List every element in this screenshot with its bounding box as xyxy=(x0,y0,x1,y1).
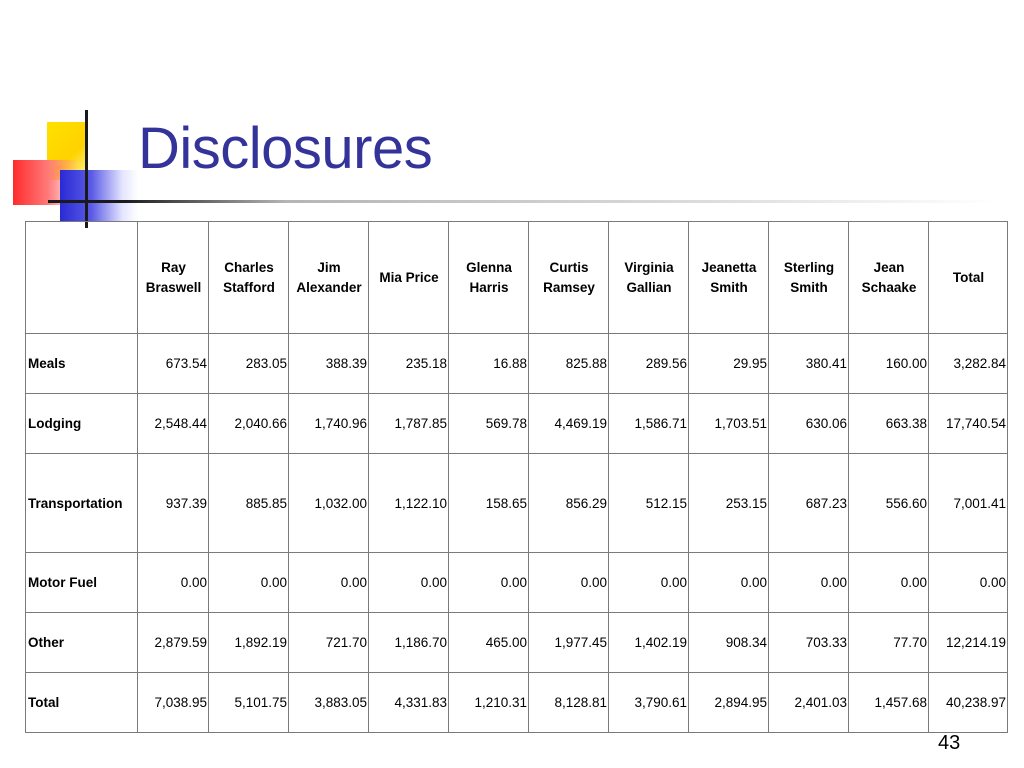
table-cell: 0.00 xyxy=(529,553,609,613)
table-cell: 465.00 xyxy=(449,613,529,673)
table-cell: 512.15 xyxy=(609,454,689,553)
column-header-line: Stafford xyxy=(223,279,275,295)
column-header-line: Smith xyxy=(710,279,748,295)
column-header-line: Smith xyxy=(790,279,828,295)
table-cell: 569.78 xyxy=(449,394,529,454)
table-cell: 556.60 xyxy=(849,454,929,553)
row-label: Transportation xyxy=(26,454,138,553)
column-header-line: Virginia xyxy=(624,259,674,275)
column-header-line: Harris xyxy=(469,279,509,295)
table-cell: 8,128.81 xyxy=(529,673,609,733)
table-cell: 1,402.19 xyxy=(609,613,689,673)
row-label: Meals xyxy=(26,334,138,394)
page-number: 43 xyxy=(938,732,961,754)
table-cell: 3,883.05 xyxy=(289,673,369,733)
table-cell: 4,469.19 xyxy=(529,394,609,454)
table-cell: 5,101.75 xyxy=(209,673,289,733)
table-cell: 253.15 xyxy=(689,454,769,553)
table-corner-cell xyxy=(26,222,138,334)
slide-logo xyxy=(0,0,150,240)
table-cell: 7,038.95 xyxy=(138,673,209,733)
column-header-line: Ray xyxy=(161,259,186,275)
column-header-line: Jim xyxy=(317,259,341,275)
table-cell: 885.85 xyxy=(209,454,289,553)
column-header xyxy=(369,222,449,334)
logo-vertical-line xyxy=(85,110,88,228)
column-header-line: Braswell xyxy=(145,279,202,295)
table-cell: 0.00 xyxy=(769,553,849,613)
table-cell: 1,892.19 xyxy=(209,613,289,673)
table-cell: 937.39 xyxy=(138,454,209,553)
column-header-line: Jeanetta xyxy=(701,259,757,275)
table-cell: 29.95 xyxy=(689,334,769,394)
table-cell: 0.00 xyxy=(209,553,289,613)
column-header xyxy=(689,222,769,334)
table-cell: 703.33 xyxy=(769,613,849,673)
table-cell: 289.56 xyxy=(609,334,689,394)
column-header xyxy=(529,222,609,334)
column-header xyxy=(449,222,529,334)
table-cell: 1,122.10 xyxy=(369,454,449,553)
table-cell: 1,457.68 xyxy=(849,673,929,733)
column-header-line: Glenna xyxy=(466,259,512,275)
table-row xyxy=(26,613,1008,673)
table-cell: 0.00 xyxy=(849,553,929,613)
table-cell: 235.18 xyxy=(369,334,449,394)
disclosures-table-container xyxy=(25,221,1008,733)
column-header xyxy=(138,222,209,334)
table-cell: 1,210.31 xyxy=(449,673,529,733)
table-cell: 908.34 xyxy=(689,613,769,673)
table-cell: 1,740.96 xyxy=(289,394,369,454)
table-cell: 630.06 xyxy=(769,394,849,454)
column-header-line: Charles xyxy=(224,259,274,275)
row-label: Motor Fuel xyxy=(26,553,138,613)
table-cell: 1,977.45 xyxy=(529,613,609,673)
table-cell: 721.70 xyxy=(289,613,369,673)
column-header-line: Sterling xyxy=(783,259,835,275)
table-cell: 0.00 xyxy=(289,553,369,613)
table-cell: 12,214.19 xyxy=(929,613,1008,673)
table-cell: 2,548.44 xyxy=(138,394,209,454)
table-cell: 160.00 xyxy=(849,334,929,394)
table-cell: 2,879.59 xyxy=(138,613,209,673)
table-cell: 17,740.54 xyxy=(929,394,1008,454)
table-cell: 856.29 xyxy=(529,454,609,553)
column-header xyxy=(209,222,289,334)
row-label: Lodging xyxy=(26,394,138,454)
table-cell: 0.00 xyxy=(369,553,449,613)
column-header-line: Mia Price xyxy=(379,269,439,285)
table-cell: 663.38 xyxy=(849,394,929,454)
table-cell: 0.00 xyxy=(609,553,689,613)
column-header xyxy=(769,222,849,334)
table-cell: 0.00 xyxy=(689,553,769,613)
table-row xyxy=(26,553,1008,613)
table-cell: 3,282.84 xyxy=(929,334,1008,394)
column-header xyxy=(289,222,369,334)
table-cell: 2,040.66 xyxy=(209,394,289,454)
table-row xyxy=(26,454,1008,553)
row-label: Other xyxy=(26,613,138,673)
table-header-row xyxy=(26,222,1008,334)
column-header-line: Alexander xyxy=(296,279,362,295)
table-cell: 283.05 xyxy=(209,334,289,394)
column-header-line: Gallian xyxy=(626,279,672,295)
table-cell: 388.39 xyxy=(289,334,369,394)
table-row xyxy=(26,673,1008,733)
table-cell: 0.00 xyxy=(449,553,529,613)
table-row xyxy=(26,334,1008,394)
table-cell: 673.54 xyxy=(138,334,209,394)
column-header xyxy=(929,222,1008,334)
table-cell: 825.88 xyxy=(529,334,609,394)
slide-title: Disclosures xyxy=(138,116,433,181)
table-cell: 2,894.95 xyxy=(689,673,769,733)
column-header-line: Jean xyxy=(873,259,905,275)
title-underline xyxy=(48,200,998,203)
table-cell: 158.65 xyxy=(449,454,529,553)
row-label: Total xyxy=(26,673,138,733)
table-cell: 40,238.97 xyxy=(929,673,1008,733)
table-cell: 3,790.61 xyxy=(609,673,689,733)
column-header xyxy=(609,222,689,334)
table-cell: 1,787.85 xyxy=(369,394,449,454)
table-cell: 0.00 xyxy=(138,553,209,613)
column-header-line: Schaake xyxy=(861,279,917,295)
column-header xyxy=(849,222,929,334)
table-cell: 0.00 xyxy=(929,553,1008,613)
table-cell: 380.41 xyxy=(769,334,849,394)
column-header-line: Ramsey xyxy=(543,279,595,295)
table-cell: 1,032.00 xyxy=(289,454,369,553)
table-cell: 4,331.83 xyxy=(369,673,449,733)
table-cell: 1,186.70 xyxy=(369,613,449,673)
table-cell: 77.70 xyxy=(849,613,929,673)
disclosures-table xyxy=(25,221,1008,733)
table-cell: 16.88 xyxy=(449,334,529,394)
column-header-line: Curtis xyxy=(549,259,589,275)
logo-blue-square xyxy=(60,170,138,222)
column-header-line: Total xyxy=(952,269,985,285)
table-cell: 2,401.03 xyxy=(769,673,849,733)
table-cell: 1,703.51 xyxy=(689,394,769,454)
table-cell: 687.23 xyxy=(769,454,849,553)
table-cell: 7,001.41 xyxy=(929,454,1008,553)
table-row xyxy=(26,394,1008,454)
table-cell: 1,586.71 xyxy=(609,394,689,454)
